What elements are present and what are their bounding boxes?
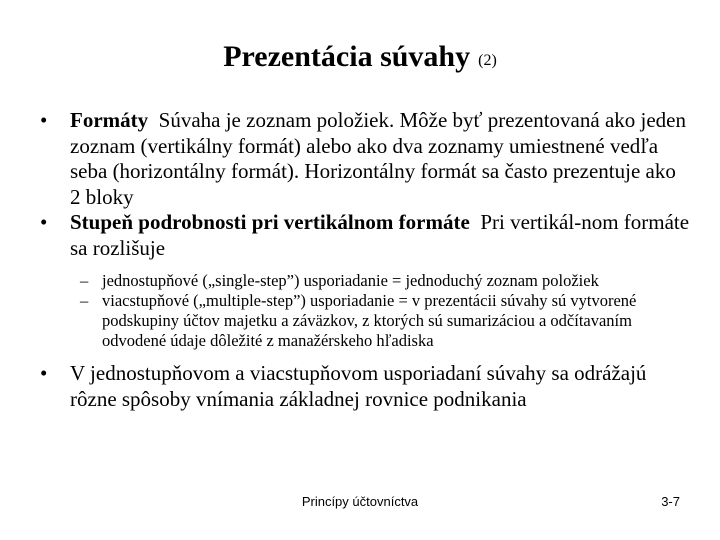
bullet-detail-level (40, 210, 690, 261)
sub-item-single-step (80, 271, 690, 291)
bullet-text: Pri vertikál-nom formáte sa rozlišuje (70, 210, 690, 260)
sub-item-multiple-step (80, 291, 690, 351)
footer-course-title: Princípy účtovníctva (301, 494, 419, 509)
sub-item-text: jednostupňové („single-step”) usporiadanie = jednoduchý zoznam položiek (102, 271, 599, 290)
sub-item-text: viacstupňové („multiple-step”) usporiadanie = v prezentácii súvahy sú vytvorené podskupiny účtov majetku a záväzkov, z ktorých sú sumarizáciou a odčítavaním odvodené údaje dôležité z manažérskeho hľadiska (102, 291, 637, 350)
footer-page-number: 3-7 (661, 494, 680, 509)
bullet-formats (40, 108, 690, 210)
bullet-heading: Formáty (70, 108, 149, 132)
slide-body (40, 108, 690, 412)
sub-item-marker: – (80, 291, 89, 310)
bullet-marker: • (40, 361, 48, 385)
title-text: Prezentácia súvahy (223, 40, 471, 73)
sub-list (40, 271, 690, 351)
slide-title (0, 40, 720, 78)
sub-item-marker: – (80, 271, 89, 290)
bullet-heading: Stupeň podrobnosti pri vertikálnom formáte (70, 210, 470, 234)
bullet-marker: • (40, 108, 48, 132)
title-suffix: (2) (478, 52, 497, 69)
bullet-approaches (40, 361, 690, 412)
bullet-text: Súvaha je zoznam položiek. Môže byť prezentovaná ako jeden zoznam (vertikálny formát) alebo ako dva zoznamy umiestnené vedľa seba (horizontálny formát). Horizontálny formát sa často prezentuje ako 2 bloky (70, 108, 686, 209)
bullet-text: V jednostupňovom a viacstupňovom usporiadaní súvahy sa odrážajú rôzne spôsoby vnímania základnej rovnice podnikania (70, 361, 647, 411)
bullet-marker: • (40, 210, 48, 234)
